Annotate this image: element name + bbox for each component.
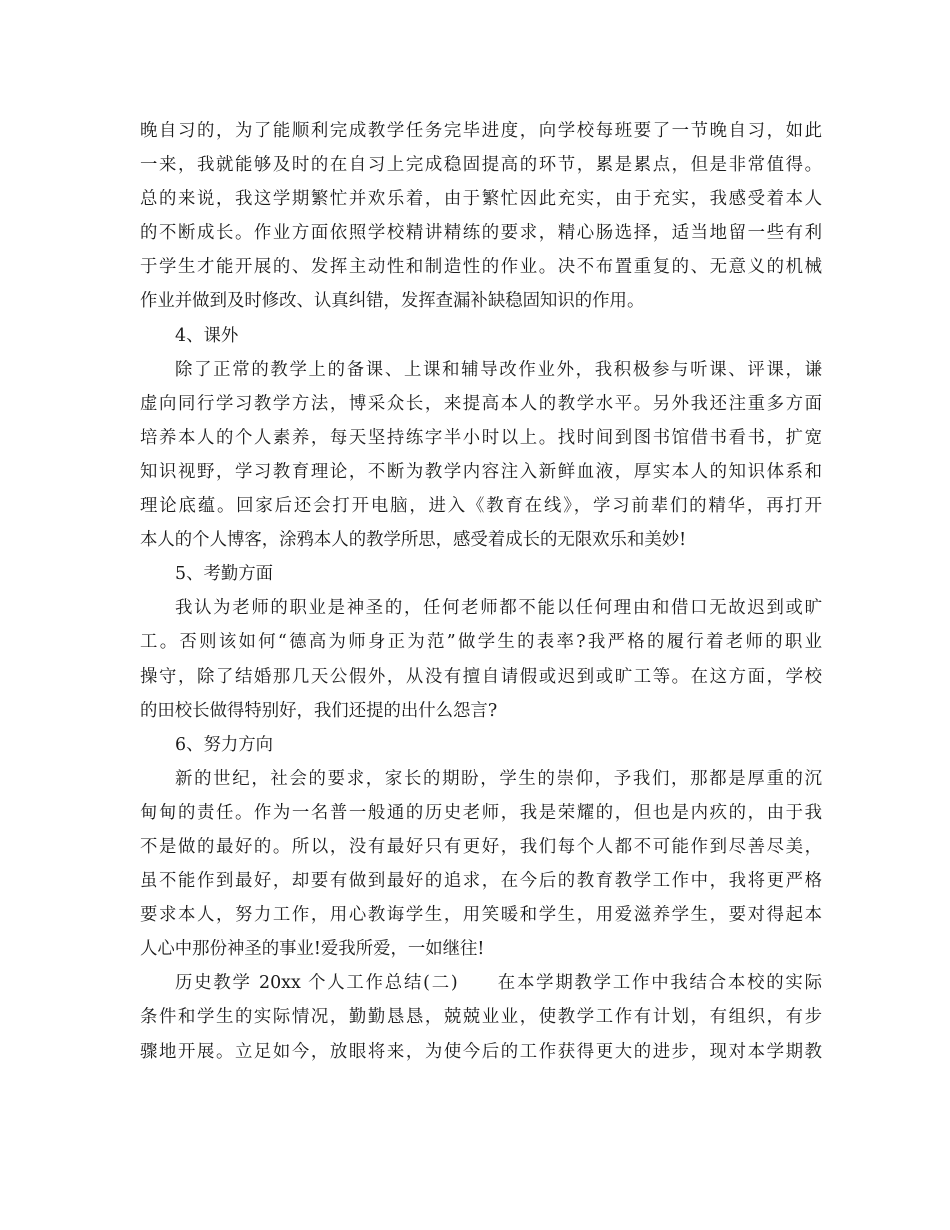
text-line: 条件和学生的实际情况，勤勤恳恳，兢兢业业，使教学工作有计划，有组织，有步 — [140, 1007, 822, 1028]
text-line: 理论底蕴。回家后还会打开电脑，进入《教育在线》，学习前辈们的精华，再打开 — [140, 496, 822, 517]
text-line: 人心中那份神圣的事业!爱我所爱，一如继往! — [140, 939, 485, 960]
text-line: 总的来说，我这学期繁忙并欢乐着，由于繁忙因此充实，由于充实，我感受着本人 — [140, 189, 822, 210]
text-line: 工。否则该如何“德高为师身正为范”做学生的表率?我严格的履行着老师的职业 — [140, 632, 822, 653]
document-page — [140, 114, 822, 1069]
section-heading: 4、课外 — [175, 325, 239, 346]
text-line: 要求本人，努力工作，用心教诲学生，用笑暖和学生，用爱滋养学生，要对得起本 — [140, 905, 822, 926]
text-line: 的田校长做得特别好，我们还提的出什么怨言? — [140, 700, 498, 721]
text-line: 知识视野，学习教育理论，不断为教学内容注入新鲜血液，厚实本人的知识体系和 — [140, 461, 822, 482]
text-line: 骤地开展。立足如今，放眼将来，为使今后的工作获得更大的进步，现对本学期教 — [140, 1041, 822, 1062]
text-line: 甸甸的责任。作为一名普一般通的历史老师，我是荣耀的，但也是内疚的，由于我 — [140, 802, 822, 823]
text-line: 于学生才能开展的、发挥主动性和制造性的作业。决不布置重复的、无意义的机械 — [140, 257, 822, 278]
text-line: 历史教学 20xx 个人工作总结(二) 在本学期教学工作中我结合本校的实际 — [175, 973, 822, 994]
text-line: 我认为老师的职业是神圣的，任何老师都不能以任何理由和借口无故迟到或旷 — [175, 598, 822, 619]
text-line: 虚向同行学习教学方法，博采众长，来提高本人的教学水平。另外我还注重多方面 — [140, 393, 822, 414]
text-line: 作业并做到及时修改、认真纠错，发挥查漏补缺稳固知识的作用。 — [140, 291, 645, 312]
text-line: 本人的个人博客，涂鸦本人的教学所思，感受着成长的无限欢乐和美妙! — [140, 530, 687, 551]
text-line: 的不断成长。作业方面依照学校精讲精练的要求，精心肠选择，适当地留一些有利 — [140, 223, 822, 244]
section-heading: 6、努力方向 — [175, 734, 274, 755]
text-line: 一来，我就能够及时的在自习上完成稳固提高的环节，累是累点，但是非常值得。 — [140, 155, 822, 176]
section-heading: 5、考勤方面 — [175, 564, 274, 585]
text-line: 培养本人的个人素养，每天坚持练字半小时以上。找时间到图书馆借书看书，扩宽 — [140, 427, 822, 448]
text-line: 不是做的最好的。所以，没有最好只有更好，我们每个人都不可能作到尽善尽美， — [140, 836, 822, 857]
text-line: 除了正常的教学上的备课、上课和辅导改作业外，我积极参与听课、评课，谦 — [175, 359, 822, 380]
text-line: 操守，除了结婚那几天公假外，从没有擅自请假或迟到或旷工等。在这方面，学校 — [140, 666, 822, 687]
text-line: 晚自习的，为了能顺利完成教学任务完毕进度，向学校每班要了一节晚自习，如此 — [140, 121, 822, 141]
text-line: 虽不能作到最好，却要有做到最好的追求，在今后的教育教学工作中，我将更严格 — [140, 871, 822, 892]
text-line: 新的世纪，社会的要求，家长的期盼，学生的崇仰，予我们，那都是厚重的沉 — [175, 768, 822, 789]
